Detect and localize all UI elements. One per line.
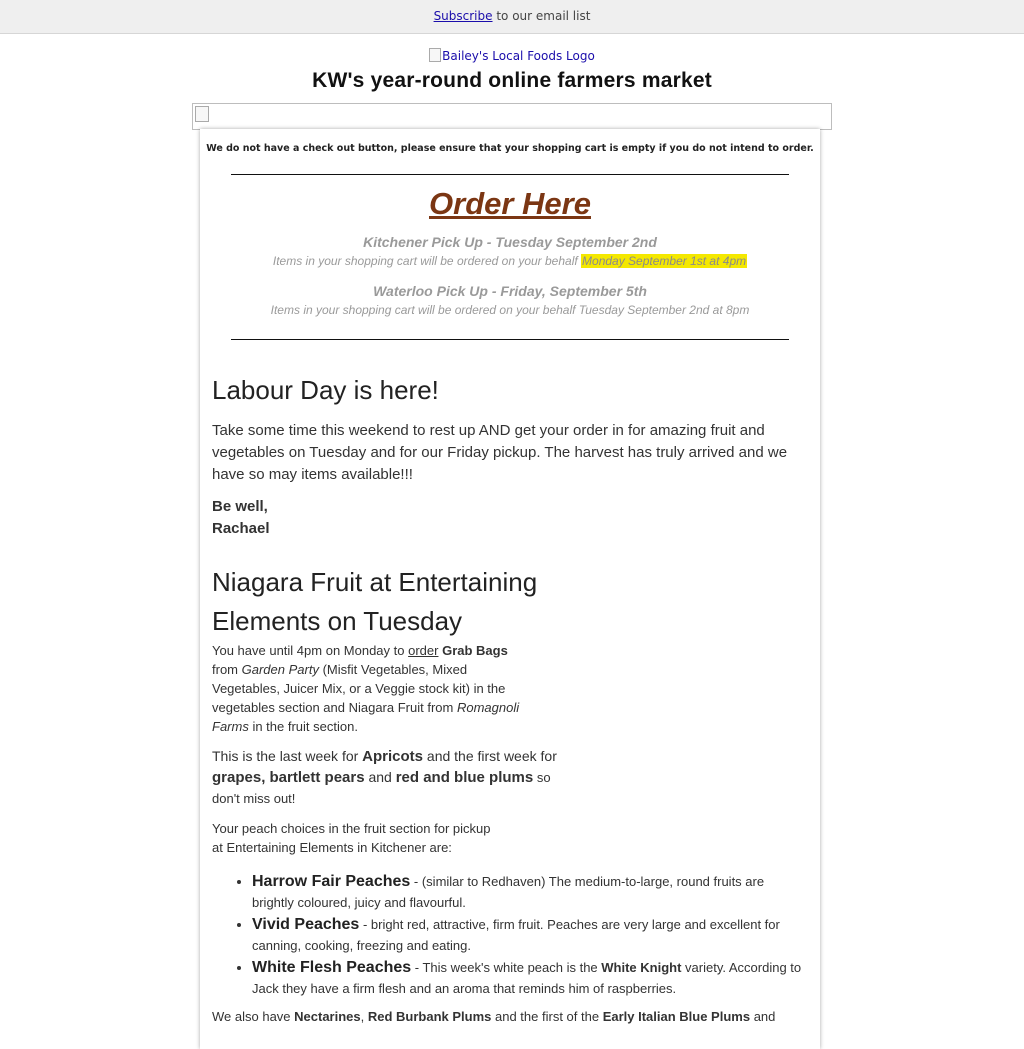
- labour-day-heading: Labour Day is here!: [212, 375, 439, 405]
- broken-image-icon: [195, 106, 209, 122]
- text: Nectarines: [294, 1009, 361, 1024]
- fruit-availability-paragraph: [212, 746, 567, 809]
- highlighted-deadline: Monday September 1st at 4pm: [582, 254, 747, 268]
- list-item: [252, 871, 808, 913]
- peach-choices-intro: Your peach choices in the fruit section for pickup at Entertaining Elements in Kitchener are:: [212, 821, 491, 855]
- text: We also have: [212, 1009, 295, 1024]
- text: grapes, bartlett pears: [212, 769, 365, 786]
- text: red and blue plums: [395, 769, 534, 786]
- waterloo-pickup-deadline: Items in your shopping cart will be ordered on your behalf Tuesday September 2nd at 8pm: [270, 303, 750, 317]
- checkout-notice: We do not have a check out button, please ensure that your shopping cart is empty if you do not intend to order.: [206, 143, 814, 154]
- subscribe-link[interactable]: Subscribe: [433, 9, 493, 23]
- text: Red Burbank Plums: [367, 1009, 492, 1024]
- divider: [231, 174, 789, 175]
- list-item: [252, 914, 808, 956]
- peach-name: White Flesh Peaches: [252, 959, 412, 976]
- variety-name: White Knight: [601, 960, 682, 975]
- kitchener-pickup-deadline: [200, 254, 820, 268]
- list-item: [252, 957, 808, 999]
- signature-name: Rachael: [212, 520, 270, 537]
- text: and: [364, 769, 396, 785]
- broken-image-icon: [429, 48, 441, 62]
- peach-description: variety. According to Jack they have a firm flesh and an aroma that reminds him of raspberries.: [252, 960, 802, 996]
- tagline: KW's year-round online farmers market: [312, 69, 712, 92]
- text: and the first of the: [491, 1009, 603, 1024]
- order-link[interactable]: order: [408, 643, 439, 658]
- text: Early Italian Blue Plums: [602, 1009, 751, 1024]
- text: (Misfit Vegetables, Mixed Vegetables, Juicer Mix, or a Veggie stock kit) in the vegetables section and Niagara Fruit from: [212, 662, 506, 715]
- banner-image: [192, 103, 832, 130]
- deadline-text: Items in your shopping cart will be ordered on your behalf: [272, 254, 582, 268]
- peach-description: - bright red, attractive, firm fruit. Peaches are very large and excellent for canning, cooking, freezing and eating.: [252, 917, 780, 953]
- text: Grab Bags: [442, 643, 508, 658]
- peach-name: Vivid Peaches: [252, 916, 360, 933]
- peach-name: Harrow Fair Peaches: [252, 873, 411, 890]
- text: Garden Party: [241, 662, 319, 677]
- subscribe-text: to our email list: [492, 9, 591, 23]
- peach-description: - This week's white peach is the: [411, 960, 602, 975]
- order-here-link[interactable]: Order Here: [429, 186, 591, 221]
- text: You have until 4pm on Monday to: [212, 643, 409, 658]
- labour-day-body: Take some time this weekend to rest up AND get your order in for amazing fruit and vegetables on Tuesday and for our Friday pickup. The harvest has truly arrived and we have so may items available!!!: [212, 422, 788, 483]
- text: Romagnoli Farms: [212, 700, 520, 734]
- text: Apricots: [362, 748, 424, 765]
- text: and the first week for: [423, 748, 557, 764]
- signature-line: Be well,: [212, 498, 268, 515]
- also-have-paragraph: [212, 1007, 808, 1026]
- peach-description: - (similar to Redhaven) The medium-to-large, round fruits are brightly coloured, juicy and flavourful.: [252, 874, 765, 910]
- grab-bags-paragraph: [212, 641, 524, 736]
- niagara-heading: Niagara Fruit at Entertaining Elements on Tuesday: [212, 567, 538, 636]
- text: in the fruit section.: [248, 719, 358, 734]
- text: This is the last week for: [212, 748, 363, 764]
- newsletter-content: [200, 374, 820, 1026]
- newsletter-card: [200, 129, 820, 1049]
- peach-list: [212, 871, 808, 999]
- text: so don't miss out!: [212, 770, 551, 806]
- logo[interactable]: [0, 48, 1024, 66]
- kitchener-pickup-title: Kitchener Pick Up - Tuesday September 2nd: [363, 234, 657, 250]
- divider: [231, 339, 789, 340]
- text: and: [750, 1009, 776, 1024]
- signature: [212, 496, 808, 540]
- text: ,: [360, 1009, 368, 1024]
- waterloo-pickup-title: Waterloo Pick Up - Friday, September 5th: [373, 283, 647, 299]
- email-subscribe-bar: [0, 0, 1024, 34]
- logo-alt-text: Bailey's Local Foods Logo: [442, 49, 595, 63]
- text: from: [212, 662, 242, 677]
